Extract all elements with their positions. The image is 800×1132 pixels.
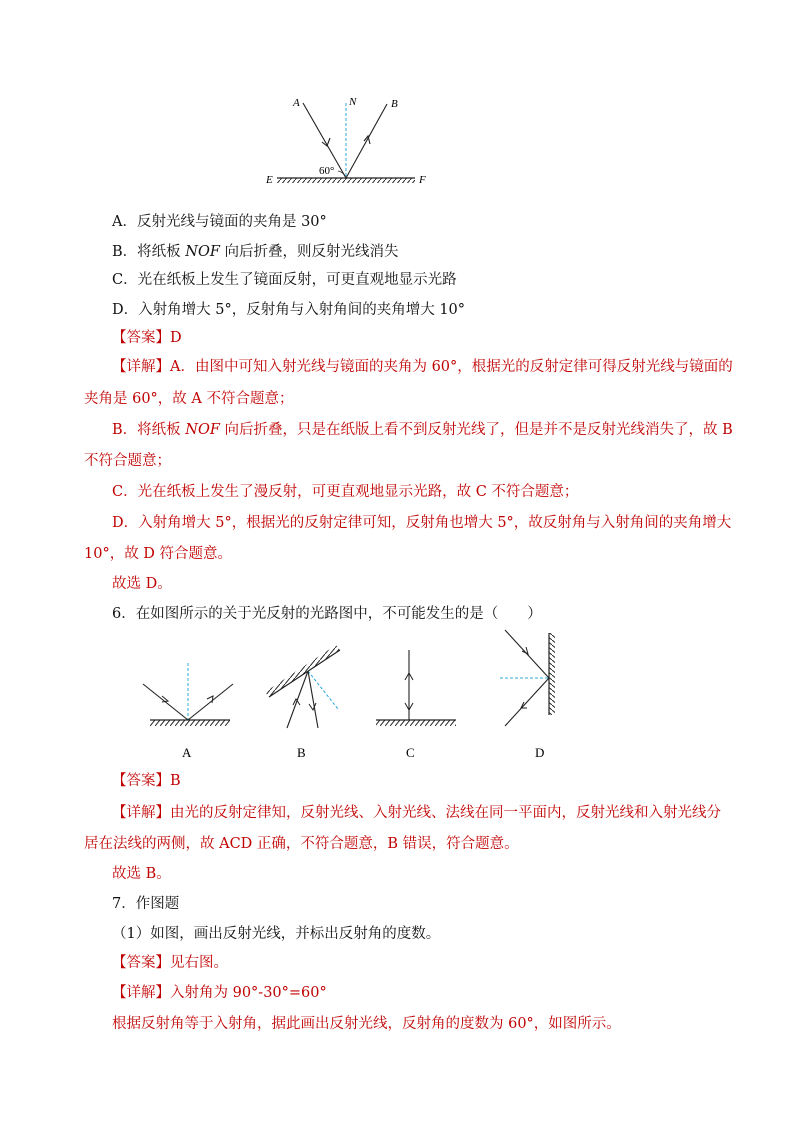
q5-explanation-tag: 【详解】: [112, 359, 170, 375]
q7-part1: （1）如图，画出反射光线，并标出反射角的度数。: [112, 926, 441, 942]
q5-explanation-d-line2: 10°，故 D 符合题意。: [84, 546, 233, 562]
label-a: A: [293, 97, 300, 109]
q6-conclusion: 故选 B。: [112, 866, 171, 882]
q5-explanation-a-line1: [112, 357, 733, 377]
q7-explanation-line2: 根据反射角等于入射角，据此画出反射光线，反射角的度数为 60°，如图所示。: [112, 1016, 621, 1032]
q6-answer-tag: 【答案】: [112, 773, 170, 789]
q5-answer: [112, 328, 182, 348]
q6-label-c: C: [406, 745, 415, 760]
label-e: E: [266, 174, 273, 186]
q5-answer-tag: 【答案】: [112, 330, 170, 346]
q6-figure-b: [265, 645, 340, 728]
label-n: N: [349, 96, 357, 108]
q5-option-c: C．光在纸板上发生了镜面反射，可更直观地显示光路: [112, 272, 457, 288]
label-f: F: [419, 174, 426, 186]
q6-explanation-tag: 【详解】: [112, 805, 170, 821]
q5-explanation-a-line2: 夹角是 60°，故 A 不符合题意；: [84, 391, 294, 407]
q7-explanation-line1: [112, 983, 327, 1003]
q6-label-d: D: [535, 745, 545, 760]
q5-option-a: A．反射光线与镜面的夹角是 30°: [112, 214, 327, 230]
q6-question: 6．在如图所示的关于光反射的光路图中，不可能发生的是（ ）: [112, 606, 542, 622]
q5-option-b: [112, 242, 399, 262]
q7-answer: [112, 953, 228, 973]
q6-explanation-line2: 居在法线的两侧，故 ACD 正确，不符合题意，B 错误，符合题意。: [84, 836, 519, 852]
q5-option-d: D．入射角增大 5°，反射角与入射角间的夹角增大 10°: [112, 302, 466, 318]
q6-figure-a: [143, 663, 233, 726]
q7-answer-value: 见右图。: [170, 955, 228, 971]
q5-explanation-b-line2: 不符合题意；: [84, 453, 171, 469]
label-b: B: [391, 98, 398, 110]
q5-explanation-b-italic: NOF: [185, 422, 220, 438]
q5-explanation-b-pre: B．将纸板: [112, 422, 186, 438]
q5-explanation-c-line: C．光在纸板上发生了漫反射，可更直观地显示光路，故 C 不符合题意；: [112, 484, 579, 500]
q6-answer: [112, 771, 181, 791]
mirror-hatch: [277, 178, 415, 183]
reflection-figure-top: [265, 96, 426, 186]
reflected-ray-ob: [346, 104, 387, 178]
q6-explanation-text: 由光的反射定律知，反射光线、入射光线、法线在同一平面内，反射光线和入射光线分: [170, 805, 721, 821]
q7-answer-tag: 【答案】: [112, 955, 170, 971]
q5-explanation-b-line1: [112, 420, 733, 440]
q6-figure-d: [500, 630, 555, 726]
q5-option-b-pre: B．将纸板: [112, 244, 186, 260]
q6-label-b: B: [297, 745, 306, 760]
q6-answer-value: B: [170, 773, 181, 789]
q5-option-b-post: 向后折叠，则反射光线消失: [219, 244, 399, 260]
q7-title: 7．作图题: [112, 896, 180, 912]
q5-explanation-b-post: 向后折叠，只是在纸版上看不到反射光线了，但是并不是反射光线消失了，故 B: [219, 422, 733, 438]
q6-label-a: A: [182, 745, 192, 760]
q6-explanation-line1: [112, 803, 721, 823]
label-angle: 60°: [319, 165, 335, 177]
q6-figure-c: [376, 650, 456, 726]
q5-option-b-italic: NOF: [185, 244, 220, 260]
q7-explanation-tag: 【详解】: [112, 985, 170, 1001]
q7-explanation-text: 入射角为 90°-30°=60°: [170, 985, 327, 1001]
q5-conclusion: 故选 D。: [112, 576, 172, 592]
q5-explanation-d-line1: D．入射角增大 5°，根据光的反射定律可知，反射角也增大 5°，故反射角与入射角间的夹角增大: [112, 515, 732, 531]
q5-explanation-a-text: A．由图中可知入射光线与镜面的夹角为 60°，根据光的反射定律可得反射光线与镜面的: [170, 359, 733, 375]
q5-answer-value: D: [170, 330, 182, 346]
